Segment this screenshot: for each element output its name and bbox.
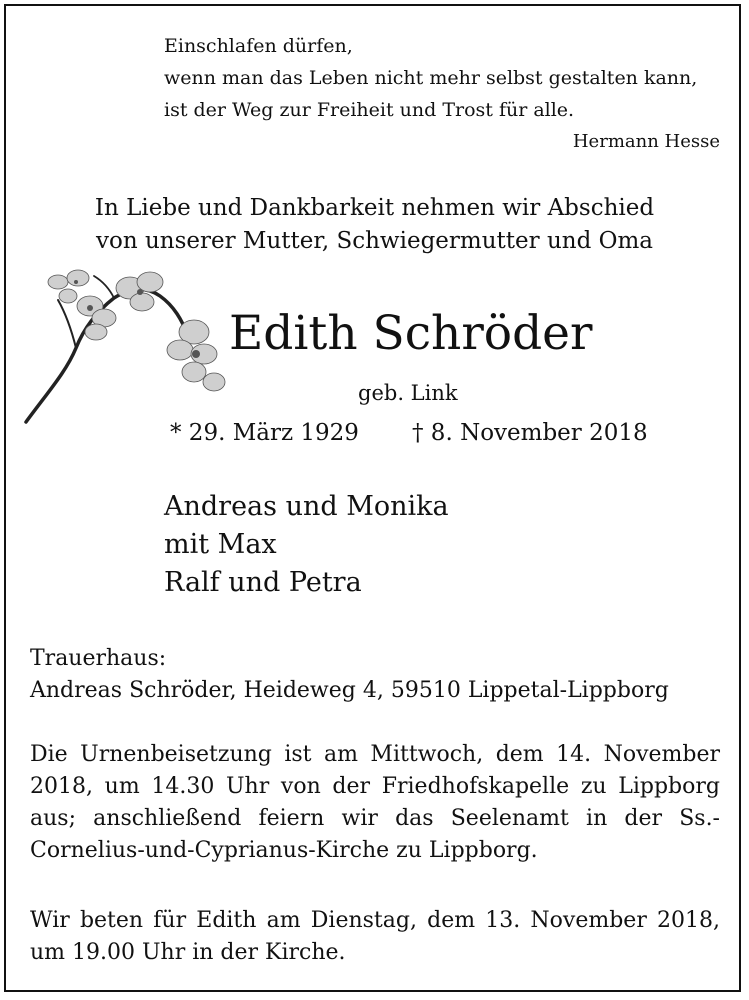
death-date: † 8. November 2018 [412, 420, 648, 446]
farewell-line: In Liebe und Dankbarkeit nehmen wir Abschied [94, 195, 655, 221]
quote-block [164, 30, 697, 126]
maiden-name: geb. Link [358, 381, 458, 405]
mourning-house [30, 643, 720, 707]
birth-date: * 29. März 1929 [170, 420, 359, 446]
family-member: Ralf und Petra [164, 567, 362, 598]
orchid-branch-icon [18, 262, 233, 427]
family-member: Andreas und Monika [164, 491, 449, 522]
family-list [164, 488, 449, 602]
funeral-text: Die Urnenbeisetzung ist am Mittwoch, dem 14. November 2018, um 14.30 Uhr von der Friedhofskapelle zu Lippborg aus; anschließend feiern wir das Seelenamt in der Ss.-Cornelius-und-Cyprianus-Kirche zu Lippborg. [30, 742, 720, 863]
farewell-line: von unserer Mutter, Schwiegermutter und Oma [96, 228, 653, 254]
deceased-name: Edith Schröder [229, 306, 593, 361]
mourning-house-label: Trauerhaus: [30, 646, 167, 671]
quote-line: ist der Weg zur Freiheit und Trost für alle. [164, 99, 575, 121]
prayer-text: Wir beten für Edith am Dienstag, dem 13. November 2018, um 19.00 Uhr in der Kirche. [30, 908, 720, 965]
quote-line: Einschlafen dürfen, [164, 35, 353, 57]
quote-line: wenn man das Leben nicht mehr selbst gestalten kann, [164, 67, 698, 89]
family-member: mit Max [164, 529, 277, 560]
quote-author: Hermann Hesse [572, 131, 720, 152]
mourning-house-address: Andreas Schröder, Heideweg 4, 59510 Lippetal-Lippborg [30, 678, 669, 703]
